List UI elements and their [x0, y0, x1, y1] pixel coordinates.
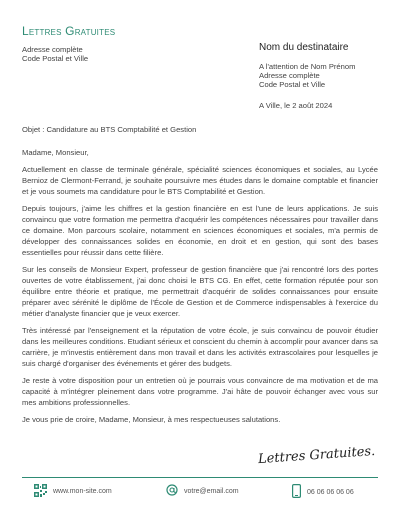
- letter-paragraph: Actuellement en classe de terminale générale, spécialité sciences économiques et sociales, au Lycée Bernioz de Clermont-Ferrand, je souhaite poursuivre mes études dans le domaine comptable et financier et je vous soumets ma candidature pour le BTS Comptabilité et Gestion.: [22, 165, 378, 196]
- qr-code-icon: [34, 484, 47, 499]
- sender-name: Lettres Gratuites: [22, 24, 116, 38]
- website-text: www.mon-site.com: [53, 488, 112, 495]
- footer: [22, 484, 378, 500]
- footer-email[interactable]: [166, 484, 239, 498]
- sender-address: Adresse complète: [22, 45, 83, 54]
- letter-date: A Ville, le 2 août 2024: [259, 101, 333, 110]
- letter-salutation: Madame, Monsieur,: [22, 148, 89, 157]
- recipient-city: Code Postal et Ville: [259, 80, 326, 89]
- recipient-block: [259, 42, 355, 89]
- letter-body: [22, 124, 378, 431]
- footer-divider: [22, 477, 378, 478]
- letter-paragraph: Je reste à votre disposition pour un entretien où je pourrais vous convaincre de ma motivation et de ma capacité à m'intégrer pleinement dans votre programme. J'ai hâte de pouvoir échanger avec vous sur mes ambitions professionnelles.: [22, 376, 378, 407]
- signature: Lettres Gratuites.: [257, 443, 376, 468]
- letter-paragraph: Sur les conseils de Monsieur Expert, professeur de gestion financière que j'ai rencontré lors des portes ouvertes de votre établissement, j'ai donc choisi le BTS CG. En effet, cette formation réputée pour son équilibre entre théorie et pratique, me permettrait d'acquérir de solides connaissances pour ensuite préparer avec sérénité le diplôme de l'École de Gestion et de Commerce indispensables à l'exercice du métier d'analyste financier que je veux exercer.: [22, 265, 378, 318]
- at-sign-icon: [166, 484, 178, 498]
- phone-text: 06 06 06 06 06: [307, 488, 354, 496]
- letter-paragraph: Depuis toujours, j'aime les chiffres et la gestion financière en est l'une de leurs applications. Je suis convaincu que votre formation me permettra d'acquérir les compétences nécessaires pour travailler dans ce domaine. Mon parcours scolaire, notamment en sciences économiques et sociales, m'a permis de développer des connaissances solides en économie, en droit et en gestion, qui sont des bases essentielles pour réussir dans cette filière.: [22, 204, 378, 257]
- recipient-attention: A l'attention de Nom Prénom: [259, 62, 356, 71]
- footer-phone[interactable]: [292, 484, 354, 500]
- email-text: votre@email.com: [184, 487, 239, 495]
- recipient-name: Nom du destinataire: [259, 42, 349, 53]
- sender-block: [22, 24, 115, 63]
- mobile-phone-icon: [292, 484, 301, 500]
- letter-paragraph: Très intéressé par l'enseignement et la réputation de votre école, je suis convaincu de pouvoir étudier dans les meilleures conditions. Etudiant sérieux et conscient du chemin à accomplir pour avancer dans sa carrière, je m'investis entièrement dans mon travail et dans les activités extrascolaires pour lesquelles je suis chargé d'organiser des événements et gérer des budgets.: [22, 326, 378, 368]
- letter-subject: Objet : Candidature au BTS Comptabilité et Gestion: [22, 125, 197, 134]
- sender-city: Code Postal et Ville: [22, 54, 89, 63]
- recipient-address: Adresse complète: [259, 71, 320, 80]
- letter-closing: Je vous prie de croire, Madame, Monsieur, à mes respectueuses salutations.: [22, 415, 281, 424]
- footer-website[interactable]: [34, 484, 112, 499]
